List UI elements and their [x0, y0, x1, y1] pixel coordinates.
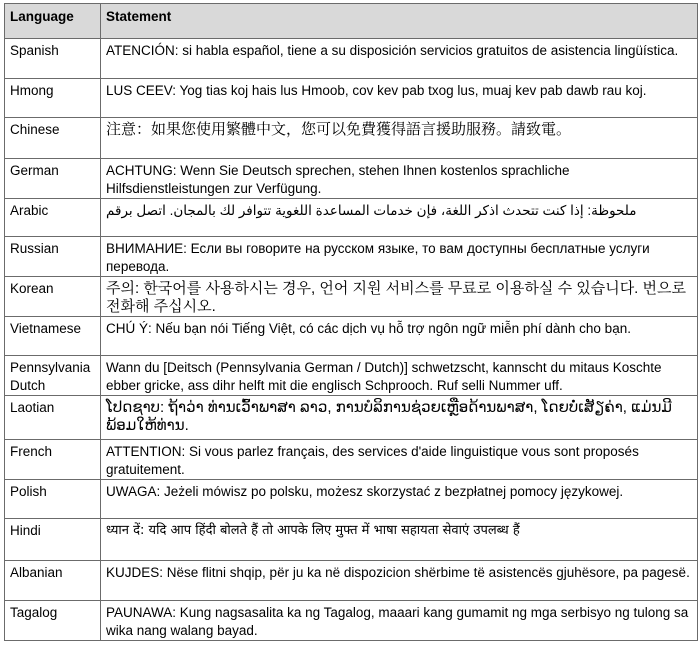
statement-cell: 주의: 한국어를 사용하시는 경우, 언어 지원 서비스를 무료로 이용하실 수 있습니다. 번으로 전화해 주십시오. [101, 277, 698, 317]
language-assistance-table [4, 3, 698, 641]
table-row [5, 396, 698, 440]
statement-cell: ATENCIÓN: si habla español, tiene a su disposición servicios gratuitos de asistencia lingüística. [101, 39, 698, 79]
statement-cell: 注意：如果您使用繁體中文，您可以免費獲得語言援助服務。請致電。 [101, 118, 698, 159]
table-row [5, 480, 698, 519]
statement-cell: LUS CEEV: Yog tias koj hais lus Hmoob, cov kev pab txog lus, muaj kev pab dawb rau koj. [101, 79, 698, 118]
language-cell: Vietnamese [5, 317, 101, 356]
language-cell: Chinese [5, 118, 101, 159]
statement-cell: ध्यान दें: यदि आप हिंदी बोलते हैं तो आपके लिए मुफ्त में भाषा सहायता सेवाएं उपलब्ध हैं [101, 519, 698, 561]
language-cell: French [5, 440, 101, 480]
language-cell: Russian [5, 237, 101, 277]
statement-cell: PAUNAWA: Kung nagsasalita ka ng Tagalog, maaari kang gumamit ng mga serbisyo ng tulong sa wika nang walang bayad. [101, 601, 698, 641]
table-row [5, 440, 698, 480]
language-cell: Arabic [5, 199, 101, 237]
statement-cell: ATTENTION: Si vous parlez français, des services d'aide linguistique vous sont proposés gratuitement. [101, 440, 698, 480]
language-cell: Korean [5, 277, 101, 317]
language-cell: Polish [5, 480, 101, 519]
language-cell: German [5, 159, 101, 199]
language-cell: Spanish [5, 39, 101, 79]
table-row [5, 317, 698, 356]
statement-cell: ملحوظة: إذا كنت تتحدث اذكر اللغة، فإن خدمات المساعدة اللغوية تتوافر لك بالمجان. اتصل برقم [101, 199, 698, 237]
statement-cell: ACHTUNG: Wenn Sie Deutsch sprechen, stehen Ihnen kostenlos sprachliche Hilfsdienstleistungen zur Verfügung. [101, 159, 698, 199]
statement-cell: KUJDES: Nëse flitni shqip, për ju ka në dispozicion shërbime të asistencës gjuhësore, pa pagesë. [101, 561, 698, 601]
table-row [5, 79, 698, 118]
language-cell: Pennsylvania Dutch [5, 356, 101, 396]
language-cell: Hmong [5, 79, 101, 118]
statement-cell: UWAGA: Jeżeli mówisz po polsku, możesz skorzystać z bezpłatnej pomocy językowej. [101, 480, 698, 519]
table-row [5, 118, 698, 159]
statement-cell: Wann du [Deitsch (Pennsylvania German / Dutch)] schwetzscht, kannscht du mitaus Koschte ebber gricke, ass dihr helft mit die englisch Schprooch. Ruf selli Nummer uff. [101, 356, 698, 396]
statement-cell: ໂປດຊາບ: ຖ້າວ່າ ທ່ານເວົ້າພາສາ ລາວ, ການບໍລິການຊ່ວຍເຫຼືອດ້ານພາສາ, ໂດຍບໍ່ເສັຽຄ່າ, ແມ່ນມີພ້ອມໃຫ້ທ່ານ. [101, 396, 698, 440]
header-row [5, 4, 698, 39]
statement-cell: ВНИМАНИЕ: Если вы говорите на русском языке, то вам доступны бесплатные услуги перевода. [101, 237, 698, 277]
table-row [5, 561, 698, 601]
header-language: Language [5, 4, 101, 39]
header-statement: Statement [101, 4, 698, 39]
table-row [5, 39, 698, 79]
table-row [5, 356, 698, 396]
statement-cell: CHÚ Ý: Nếu bạn nói Tiếng Việt, có các dịch vụ hỗ trợ ngôn ngữ miễn phí dành cho bạn. [101, 317, 698, 356]
table-row [5, 159, 698, 199]
table-row [5, 519, 698, 561]
table-row [5, 277, 698, 317]
table-row [5, 237, 698, 277]
table-row [5, 601, 698, 641]
table-row [5, 199, 698, 237]
language-cell: Hindi [5, 519, 101, 561]
language-cell: Tagalog [5, 601, 101, 641]
language-cell: Albanian [5, 561, 101, 601]
language-cell: Laotian [5, 396, 101, 440]
